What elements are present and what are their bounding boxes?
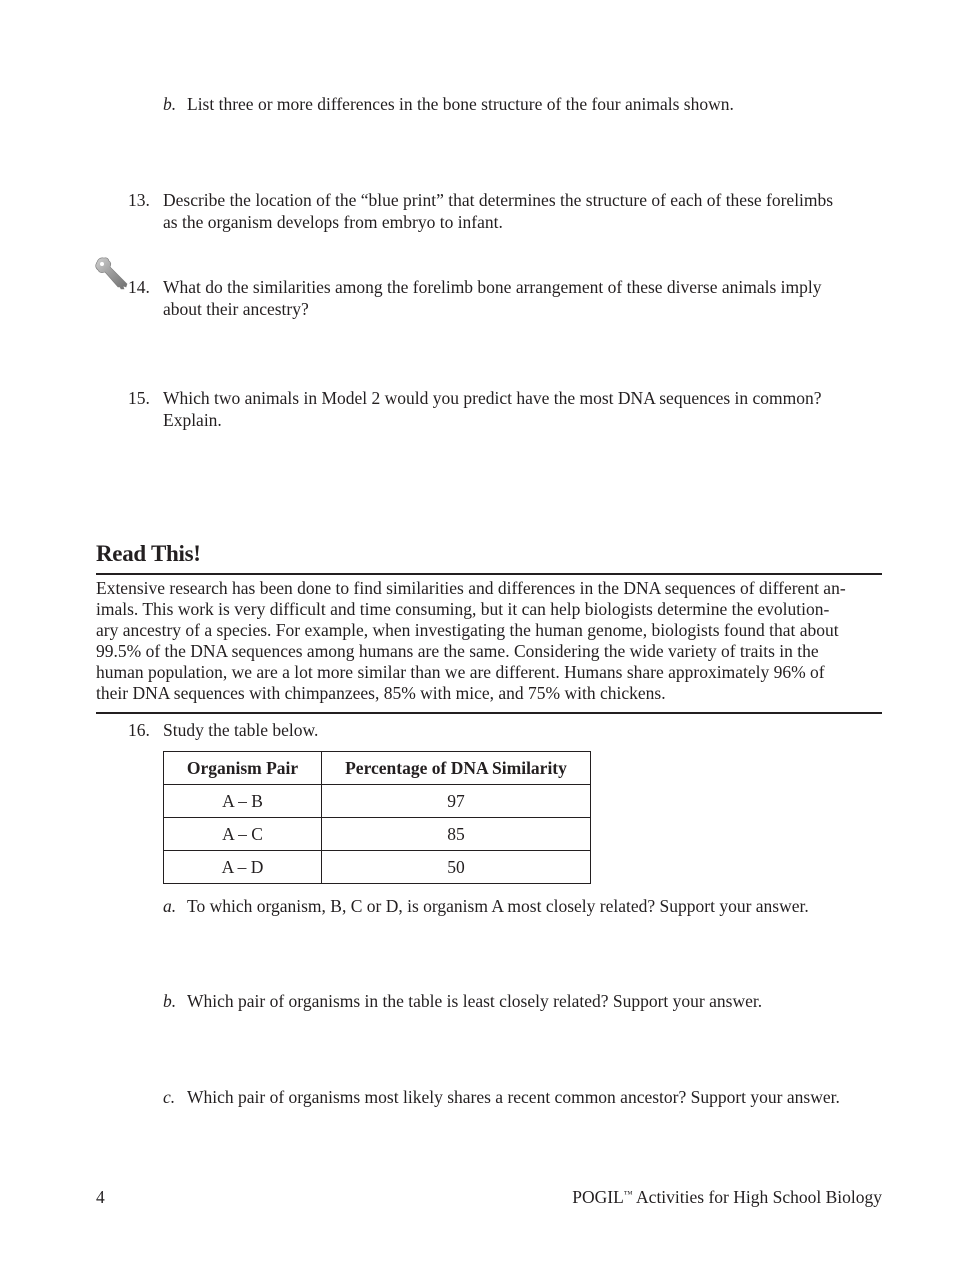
question-16a-text: To which organism, B, C or D, is organism A most closely related? Support your answer. bbox=[187, 896, 809, 916]
question-number: 13. bbox=[128, 190, 150, 210]
question-16a-letter: a. bbox=[163, 896, 177, 916]
organism-pair-cell: A – B bbox=[164, 785, 322, 818]
paragraph-line: ary ancestry of a species. For example, when investigating the human genome, biologists found that about bbox=[96, 620, 839, 640]
question-15-line-1: Which two animals in Model 2 would you predict have the most DNA sequences in common? bbox=[163, 388, 822, 408]
divider-bottom bbox=[96, 712, 882, 714]
organism-pair-cell: A – D bbox=[164, 851, 322, 884]
question-13-line-1: Describe the location of the “blue print” that determines the structure of each of these forelimbs bbox=[163, 190, 834, 210]
question-16b-letter: b. bbox=[163, 991, 177, 1011]
trademark-symbol: ™ bbox=[623, 1189, 633, 1199]
question-12b-text: List three or more differences in the bone structure of the four animals shown. bbox=[187, 94, 734, 114]
book-title bbox=[572, 1187, 882, 1208]
question-13-line-2: as the organism develops from embryo to infant. bbox=[163, 212, 503, 232]
paragraph-line: their DNA sequences with chimpanzees, 85% with mice, and 75% with chickens. bbox=[96, 683, 666, 703]
paragraph-line: imals. This work is very difficult and time consuming, but it can help biologists determine the evolution- bbox=[96, 599, 830, 619]
question-14-line-1: What do the similarities among the forelimb bone arrangement of these diverse animals imply bbox=[163, 277, 822, 297]
question-16-text: Study the table below. bbox=[163, 720, 319, 740]
similarity-cell: 85 bbox=[322, 818, 591, 851]
book-title-rest: Activities for High School Biology bbox=[632, 1187, 882, 1207]
paragraph-line: 99.5% of the DNA sequences among humans are the same. Considering the wide variety of traits in the bbox=[96, 641, 819, 661]
question-number: 16. bbox=[128, 720, 150, 740]
similarity-cell: 97 bbox=[322, 785, 591, 818]
question-12b-letter: b. bbox=[163, 94, 177, 114]
question-16c-text: Which pair of organisms most likely shares a recent common ancestor? Support your answer. bbox=[187, 1087, 840, 1107]
column-header-organism-pair: Organism Pair bbox=[164, 752, 322, 785]
read-this-heading: Read This! bbox=[96, 541, 201, 566]
table-row bbox=[164, 851, 591, 884]
brand-name: POGIL bbox=[572, 1187, 624, 1207]
question-16c-letter: c. bbox=[163, 1087, 176, 1107]
divider-top bbox=[96, 573, 882, 575]
paragraph-line: human population, we are a lot more similar than we are different. Humans share approximately 96% of bbox=[96, 662, 825, 682]
organism-pair-cell: A – C bbox=[164, 818, 322, 851]
key-icon bbox=[93, 256, 133, 296]
question-14-line-2: about their ancestry? bbox=[163, 299, 309, 319]
column-header-dna-similarity: Percentage of DNA Similarity bbox=[322, 752, 591, 785]
question-number: 15. bbox=[128, 388, 150, 408]
dna-similarity-table bbox=[163, 751, 591, 884]
similarity-cell: 50 bbox=[322, 851, 591, 884]
table-header-row bbox=[164, 752, 591, 785]
question-16b-text: Which pair of organisms in the table is least closely related? Support your answer. bbox=[187, 991, 763, 1011]
table-row bbox=[164, 785, 591, 818]
paragraph-line: Extensive research has been done to find similarities and differences in the DNA sequences of different an- bbox=[96, 578, 846, 598]
question-15-line-2: Explain. bbox=[163, 410, 222, 430]
page-number: 4 bbox=[96, 1187, 105, 1207]
table-row bbox=[164, 818, 591, 851]
question-number: 14. bbox=[128, 277, 150, 297]
